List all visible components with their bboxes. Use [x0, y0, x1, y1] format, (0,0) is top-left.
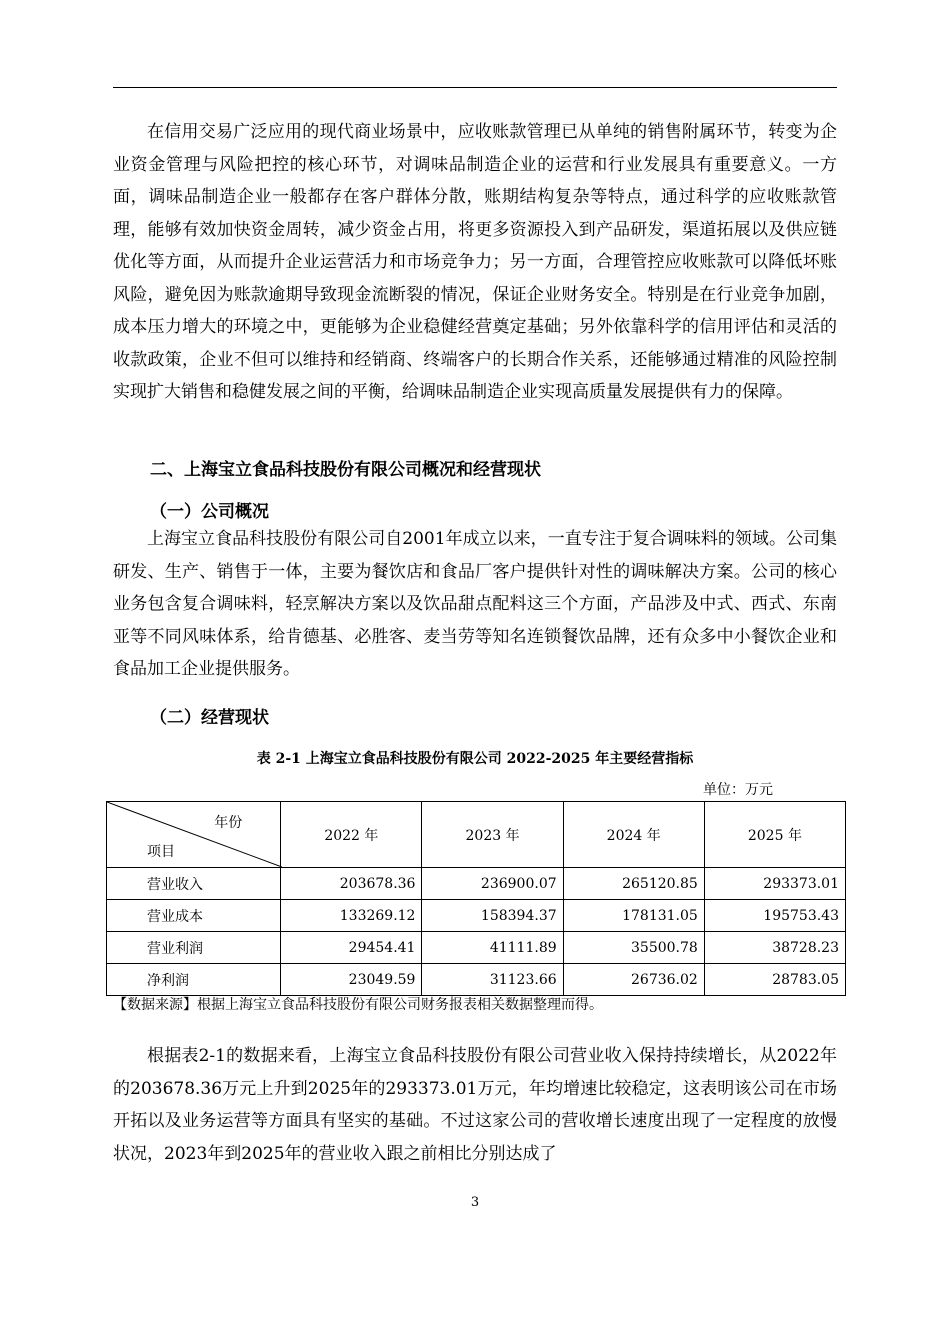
- header-year-2023: 2023 年: [422, 802, 563, 868]
- table-cell: 23049.59: [281, 964, 422, 996]
- paragraph-analysis: 根据表2-1的数据来看，上海宝立食品科技股份有限公司营业收入保持持续增长，从2022年的203678.36万元上升到2025年的293373.01万元，年均增速比较稳定，这表明该公司在市场开拓以及业务运营等方面具有坚实的基础。不过这家公司的营收增长速度出现了一定程度的放慢状况，2023年到2025年的营业收入跟之前相比分别达成了: [113, 1046, 837, 1164]
- table-cell: 203678.36: [281, 868, 422, 900]
- table-cell: 31123.66: [422, 964, 563, 996]
- operating-indicators-table: [106, 801, 846, 996]
- row-label: 营业成本: [107, 900, 281, 932]
- table-cell: 178131.05: [563, 900, 704, 932]
- table-cell: 35500.78: [563, 932, 704, 964]
- section-heading: 二、上海宝立食品科技股份有限公司概况和经营现状: [150, 460, 541, 480]
- table-cell: 41111.89: [422, 932, 563, 964]
- table-cell: 236900.07: [422, 868, 563, 900]
- table-row: [107, 868, 846, 900]
- header-rule: [113, 87, 837, 88]
- table-cell: 158394.37: [422, 900, 563, 932]
- paragraph-overview: 上海宝立食品科技股份有限公司自2001年成立以来，一直专注于复合调味料的领域。公司集研发、生产、销售于一体，主要为餐饮店和食品厂客户提供针对性的调味解决方案。公司的核心业务包含复合调味料，轻烹解决方案以及饮品甜点配料这三个方面，产品涉及中式、西式、东南亚等不同风味体系，给肯德基、必胜客、麦当劳等知名连锁餐饮品牌，还有众多中小餐饮企业和食品加工企业提供服务。: [113, 529, 837, 679]
- paragraph-intro: 在信用交易广泛应用的现代商业场景中，应收账款管理已从单纯的销售附属环节，转变为企业资金管理与风险把控的核心环节，对调味品制造企业的运营和行业发展具有重要意义。一方面，调味品制造企业一般都存在客户群体分散，账期结构复杂等特点，通过科学的应收账款管理，能够有效加快资金周转，减少资金占用，将更多资源投入到产品研发，渠道拓展以及供应链优化等方面，从而提升企业运营活力和市场竞争力；另一方面，合理管控应收账款可以降低坏账风险，避免因为账款逾期导致现金流断裂的情况，保证企业财务安全。特别是在行业竞争加剧，成本压力增大的环境之中，更能够为企业稳健经营奠定基础；另外依靠科学的信用评估和灵活的收款政策，企业不但可以维持和经销商、终端客户的长期合作关系，还能够通过精准的风险控制实现扩大销售和稳健发展之间的平衡，给调味品制造企业实现高质量发展提供有力的保障。: [113, 122, 837, 402]
- header-year-2024: 2024 年: [563, 802, 704, 868]
- row-label: 营业利润: [107, 932, 281, 964]
- header-year-2025: 2025 年: [704, 802, 845, 868]
- diagonal-line: [107, 802, 282, 867]
- table-unit: 单位：万元: [703, 782, 773, 798]
- table-cell: 28783.05: [704, 964, 845, 996]
- row-label: 净利润: [107, 964, 281, 996]
- header-year-2022: 2022 年: [281, 802, 422, 868]
- table-cell: 293373.01: [704, 868, 845, 900]
- table-caption: 表 2-1 上海宝立食品科技股份有限公司 2022-2025 年主要经营指标: [256, 751, 694, 767]
- table-row: [107, 900, 846, 932]
- table-cell: 133269.12: [281, 900, 422, 932]
- table-cell: 26736.02: [563, 964, 704, 996]
- table-cell: 29454.41: [281, 932, 422, 964]
- table-row: [107, 964, 846, 996]
- table-cell: 195753.43: [704, 900, 845, 932]
- table-cell: 38728.23: [704, 932, 845, 964]
- table-cell: 265120.85: [563, 868, 704, 900]
- subsection-heading-operations: （二）经营现状: [150, 708, 269, 728]
- table-source-note: 【数据来源】根据上海宝立食品科技股份有限公司财务报表相关数据整理而得。: [113, 997, 603, 1013]
- page-number: 3: [470, 1195, 480, 1210]
- subsection-heading-overview: （一）公司概况: [150, 502, 269, 522]
- row-label: 营业收入: [107, 868, 281, 900]
- table-row: [107, 932, 846, 964]
- table-corner-cell: [107, 802, 281, 868]
- header-item-label: 项目: [147, 844, 175, 860]
- header-year-label: 年份: [214, 815, 243, 831]
- table-header-row: [107, 802, 846, 868]
